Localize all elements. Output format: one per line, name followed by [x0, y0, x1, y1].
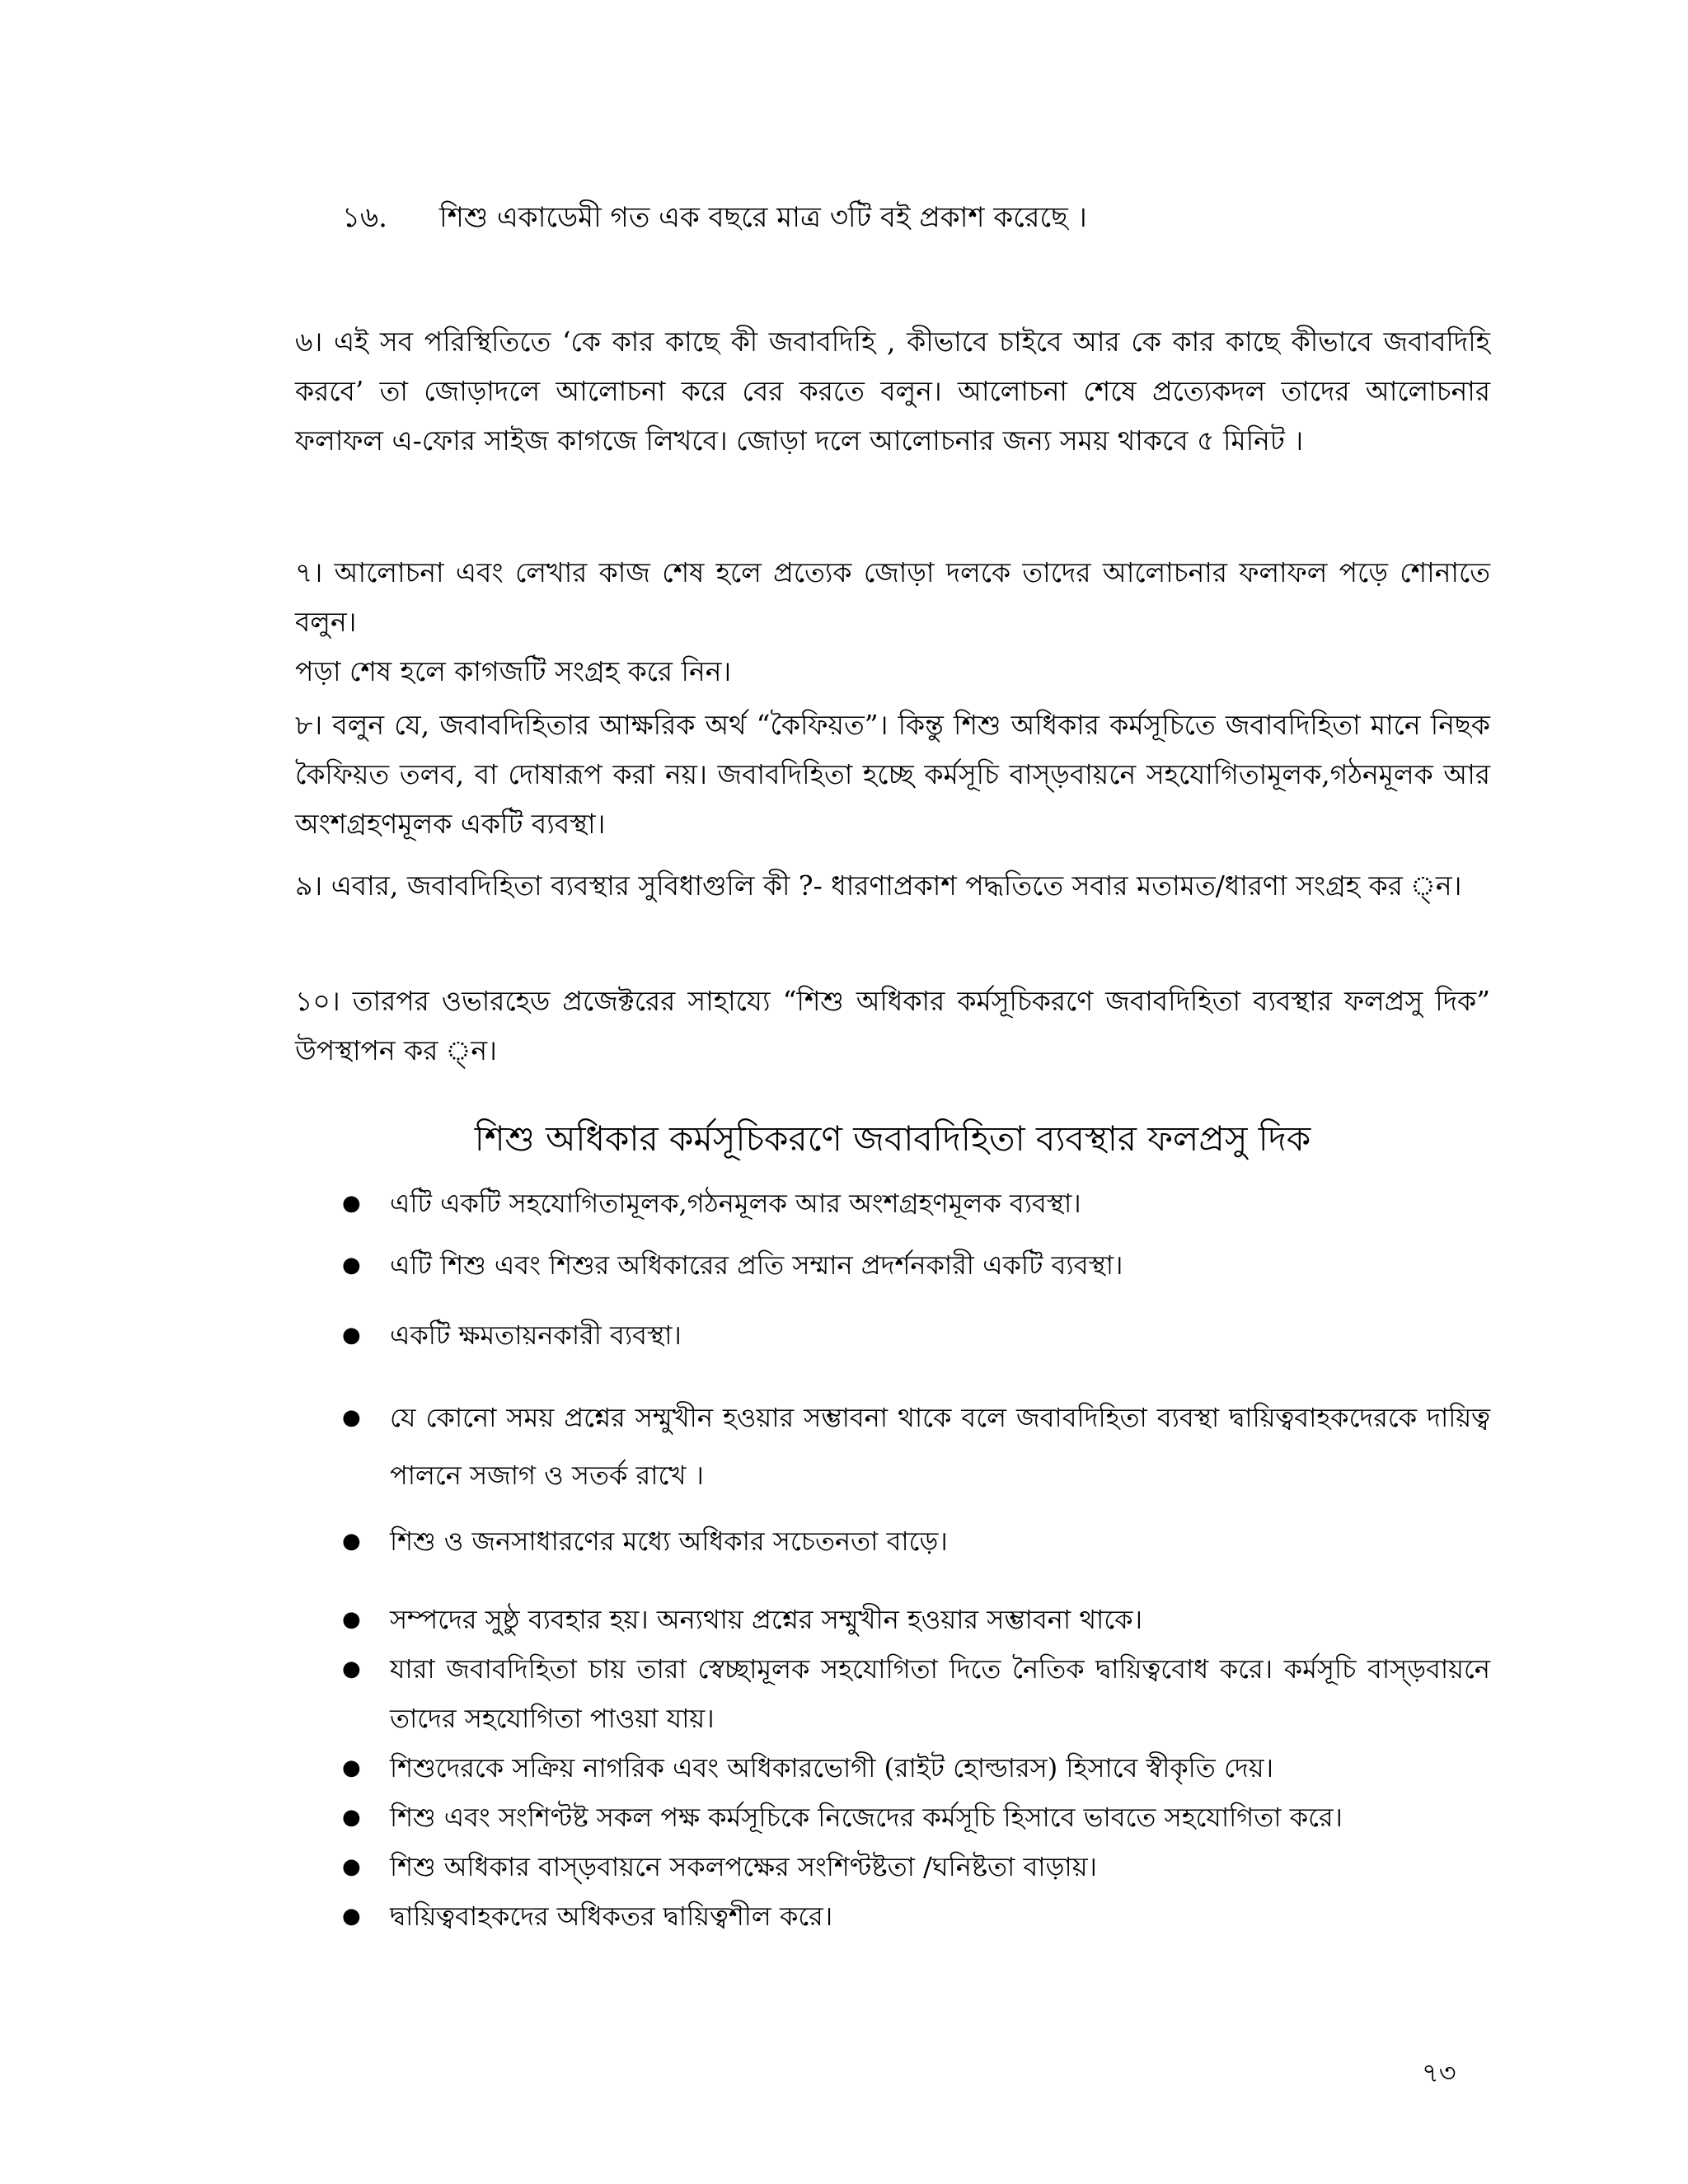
bullet-item [342, 1644, 1490, 1743]
paragraph-9: ৯। এবার, জবাবদিহিতা ব্যবস্থার সুবিধাগুলি কী ?- ধারণাপ্রকাশ পদ্ধতিতে সবার মতামত/ধারণা সংগ্রহ কর ্ন। [295, 869, 1462, 902]
bullet-icon: ● [342, 1405, 361, 1430]
bullet-item [342, 1842, 1490, 1891]
bullet-text: একটি ক্ষমতায়নকারী ব্যবস্থা। [390, 1319, 682, 1351]
paragraph-10: ১০। তারপর ওভারহেড প্রজেক্টরের সাহায্যে “শিশু অধিকার কর্মসূচিকরণে জবাবদিহিতা ব্যবস্থার ফলপ্রসু দিক” উপস্থাপন কর ্ন। [295, 985, 1490, 1066]
bullet-item [342, 1179, 1490, 1228]
bullet-icon: ● [342, 1253, 361, 1277]
paragraph-7 [295, 548, 1490, 696]
bullet-icon: ● [342, 1805, 361, 1830]
paragraph-6: ৬। এই সব পরিস্থিতিতে ‘কে কার কাছে কী জবাবদিহি , কীভাবে চাইবে আর কে কার কাছে কীভাবে জবাবদিহি করবে’ তা জোড়াদলে আলোচনা করে বের করতে বলুন। আলোচনা শেষে প্রত্যেকদল তাদের আলোচনার ফলাফল এ-ফোর সাইজ কাগজে লিখবে। জোড়া দলে আলোচনার জন্য সময় থাকবে ৫ মিনিট । [295, 326, 1490, 457]
bullet-item [342, 1743, 1490, 1793]
section-heading: শিশু অধিকার কর্মসূচিকরণে জবাবদিহিতা ব্যবস্থার ফলপ্রসু দিক [474, 1118, 1311, 1159]
bullet-text: শিশু এবং সংশিণ্টষ্ট সকল পক্ষ কর্মসূচিকে নিজেদের কর্মসূচি হিসাবে ভাবতে সহযোগিতা করে। [390, 1802, 1343, 1833]
bullet-text: এটি শিশু এবং শিশুর অধিকারের প্রতি সম্মান প্রদর্শনকারী একটি ব্যবস্থা। [390, 1249, 1123, 1281]
bullet-item [342, 1516, 1490, 1566]
item-text: শিশু একাডেমী গত এক বছরে মাত্র ৩টি বই প্রকাশ করেছে । [439, 201, 1087, 234]
bullet-icon: ● [342, 1323, 361, 1347]
paragraph-8: ৮। বলুন যে, জবাবদিহিতার আক্ষরিক অর্থ “কৈফিয়ত”। কিন্তু শিশু অধিকার কর্মসূচিতে জবাবদিহিতা মানে নিছক কৈফিয়ত তলব, বা দোষারূপ করা নয়। জবাবদিহিতা হচ্ছে কর্মসূচি বাস্ড়বায়নে সহযোগিতামূলক,গঠনমূলক আর অংশগ্রহণমূলক একটি ব্যবস্থা। [295, 709, 1490, 840]
bullet-text: শিশুদেরকে সক্রিয় নাগরিক এবং অধিকারভোগী (রাইট হোল্ডারস) হিসাবে স্বীকৃতি দেয়। [390, 1752, 1274, 1783]
bullet-item [342, 1389, 1490, 1504]
bullet-icon: ● [342, 1657, 361, 1681]
bullet-item [342, 1793, 1490, 1842]
bullet-icon: ● [342, 1191, 361, 1216]
numbered-item-16 [342, 196, 1087, 239]
bullet-text: শিশু অধিকার বাস্ড়বায়নে সকলপক্ষের সংশিণ্টষ্টতা /ঘনিষ্টতা বাড়ায়। [390, 1851, 1097, 1882]
bullet-text: যে কোনো সময় প্রশ্নের সম্মুখীন হওয়ার সম্ভাবনা থাকে বলে জবাবদিহিতা ব্যবস্থা দ্বায়িত্ববাহকদেরকে দায়িত্ব পালনে সজাগ ও সতর্ক রাখে । [390, 1402, 1490, 1491]
bullet-text: দ্বায়িত্ববাহকদের অধিকতর দ্বায়িত্বশীল করে। [390, 1900, 833, 1932]
bullet-icon: ● [342, 1854, 361, 1879]
bullet-item [342, 1240, 1490, 1290]
bullet-item [342, 1891, 1490, 1941]
paragraph-7-line-1: ৭। আলোচনা এবং লেখার কাজ শেষ হলে প্রত্যেক জোড়া দলকে তাদের আলোচনার ফলাফল পড়ে শোনাতে বলুন। [295, 556, 1490, 638]
bullet-text: যারা জবাবদিহিতা চায় তারা স্বেচ্ছামূলক সহযোগিতা দিতে নৈতিক দ্বায়িত্ববোধ করে। কর্মসূচি বাস্ড়বায়নে তাদের সহযোগিতা পাওয়া যায়। [390, 1653, 1490, 1734]
bullet-text: এটি একটি সহযোগিতামূলক,গঠনমূলক আর অংশগ্রহণমূলক ব্যবস্থা। [390, 1188, 1081, 1219]
item-number: ১৬. [342, 201, 387, 234]
paragraph-7-line-2: পড়া শেষ হলে কাগজটি সংগ্রহ করে নিন। [295, 655, 732, 687]
bullet-icon: ● [342, 1529, 361, 1554]
bullet-item [342, 1595, 1490, 1644]
bullet-item [342, 1310, 1490, 1360]
bullet-icon: ● [342, 1904, 361, 1929]
bullet-text: সম্পদের সুষ্ঠু ব্যবহার হয়। অন্যথায় প্রশ্নের সম্মুখীন হওয়ার সম্ভাবনা থাকে। [390, 1604, 1143, 1635]
bullet-icon: ● [342, 1755, 361, 1780]
bullet-icon: ● [342, 1607, 361, 1632]
page-number: ৭৩ [1422, 2057, 1456, 2088]
bullet-text: শিশু ও জনসাধারণের মধ্যে অধিকার সচেতনতা বাড়ে। [390, 1526, 948, 1557]
